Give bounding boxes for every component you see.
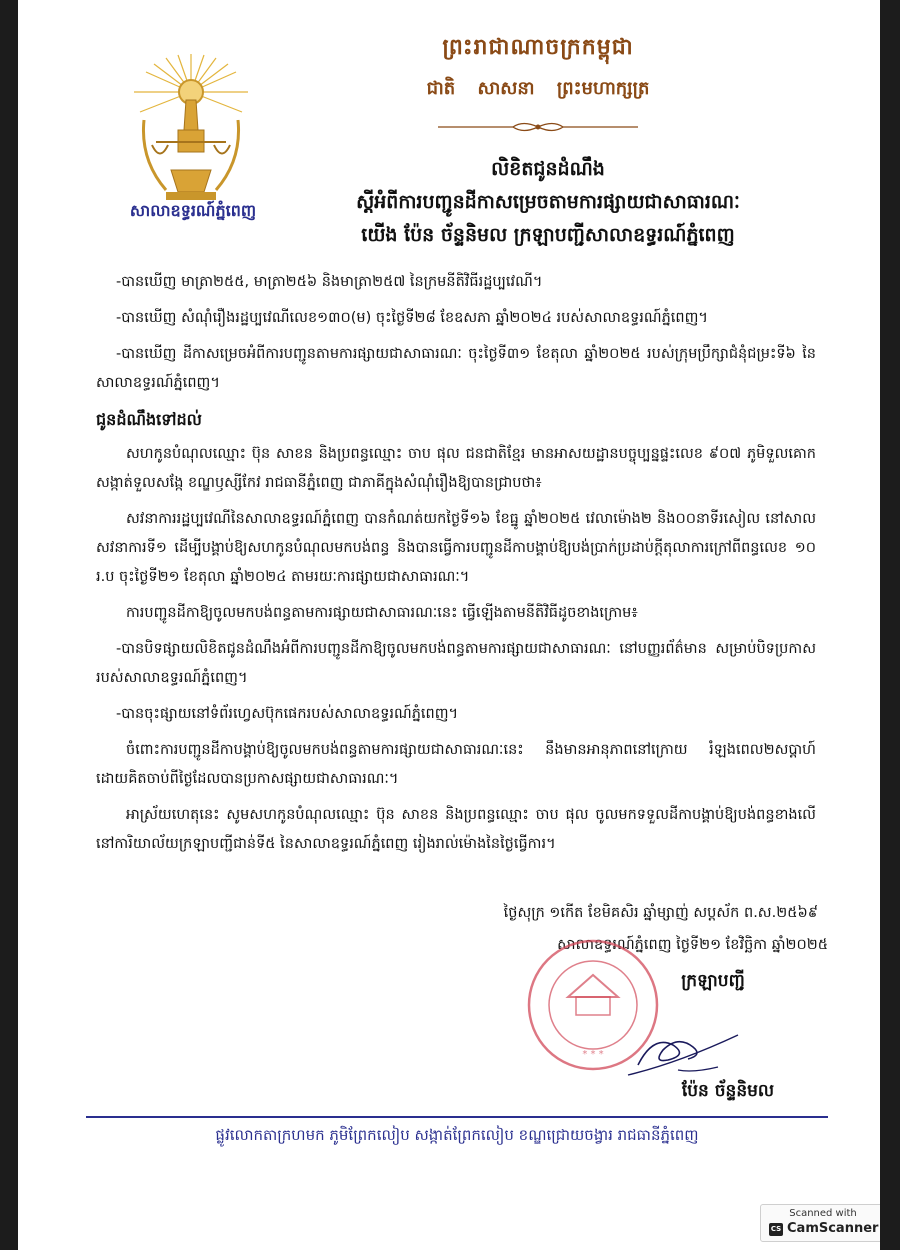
paragraph-8: -បានចុះផ្សាយនៅទំព័រហ្វេសប៊ុកផេករបស់សាលាឧទ្ធរណ៍ភ្នំពេញ។ <box>116 706 459 722</box>
document-body <box>96 268 816 866</box>
camscanner-watermark <box>760 1204 880 1242</box>
document-title <box>268 153 828 252</box>
title-line-3: យើង ប៉ែន ច័ន្ទនិមល ក្រឡាបញ្ជីសាលាឧទ្ធរណ៍ភ្នំពេញ <box>361 224 735 246</box>
paragraph-5: សវនាការរដ្ឋប្បវេណីនៃសាលាឧទ្ធរណ៍ភ្នំពេញ បានកំណត់យកថ្ងៃទី១៦ ខែធ្នូ ឆ្នាំ២០២៥ វេលាម៉ោង២ និង០០នាទីរសៀល នៅសាលសវនាការទី១ ដើម្បីបង្គាប់ឱ្យសហកូនបំណុលមកបង់ពន្ធ និងបានធ្វើការបញ្ជូនដីកាបង្គាប់ឱ្យបង់ប្រាក់ប្រដាប់ក្តីតុលាការក្រៅពីពន្ធលេខ ១០ រ.ប ចុះថ្ងៃទី២១ ខែតុលា ឆ្នាំ២០២៤ តាមរយៈការផ្សាយជាសាធារណៈ។ <box>96 511 816 585</box>
footer-divider <box>86 1116 828 1118</box>
court-name: សាលាឧទ្ធរណ៍ភ្នំពេញ <box>129 201 257 220</box>
paragraph-10: អាស្រ័យហេតុនេះ សូមសហកូនបំណុលឈ្មោះ ប៊ុន សាខន និងប្រពន្ធឈ្មោះ ចាប ផុល ចូលមកទទួលដីកាបង្គាប់ឱ្យបង់ពន្ធខាងលើ នៅការិយាល័យក្រឡាបញ្ជីជាន់ទី៥ នៃសាលាឧទ្ធរណ៍ភ្នំពេញ រៀងរាល់ម៉ោងនៃថ្ងៃធ្វើការ។ <box>96 807 816 852</box>
header-ornament <box>408 120 668 134</box>
handwritten-signature <box>618 1015 748 1085</box>
title-line-1: លិខិតជូនដំណឹង <box>491 158 605 180</box>
title-line-2: ស្តីអំពីការបញ្ជូនដីកាសម្រេចតាមការផ្សាយជាសាធារណៈ <box>356 191 740 213</box>
notice-heading: ជូនដំណឹងទៅដល់ <box>96 410 202 429</box>
camscanner-brand: CamScanner <box>787 1221 879 1236</box>
svg-text:* * *: * * * <box>582 1049 604 1060</box>
lunar-date: ថ្ងៃសុក្រ ១កើត ខែមិគសិរ ឆ្នាំម្សាញ់ សប្តស័ក ព.ស.២៥៦៩ <box>503 905 818 921</box>
camscanner-caption: Scanned with <box>789 1208 857 1219</box>
footer-address: ផ្លូវលោកតាក្រហមក ភូមិព្រែកលៀប សង្កាត់ព្រែកលៀប ខណ្ឌជ្រោយចង្វារ រាជធានីភ្នំពេញ <box>215 1126 699 1144</box>
paragraph-4: សហកូនបំណុលឈ្មោះ ប៊ុន សាខន និងប្រពន្ធឈ្មោះ ចាប ផុល ជនជាតិខ្មែរ មានអាសយដ្ឋានបច្ចុប្បន្នផ្ទះលេខ ៩០៧ ភូមិទួលគោក សង្កាត់ទួលសង្កែ ខណ្ឌឫស្សីកែវ រាជធានីភ្នំពេញ ជាភាគីក្នុងសំណុំរឿងឱ្យបានជ្រាបថា៖ <box>96 446 816 491</box>
paragraph-2: -បានឃើញ សំណុំរឿងរដ្ឋប្បវេណីលេខ១៣០(ម) ចុះថ្ងៃទី២៨ ខែឧសភា ឆ្នាំ២០២៤ របស់សាលាឧទ្ធរណ៍ភ្នំពេញ។ <box>116 310 708 326</box>
signer-name: ប៉ែន ច័ន្ទនិមល <box>681 1081 775 1101</box>
kingdom-heading: ព្រះរាជាណាចក្រកម្ពុជា <box>442 35 634 60</box>
court-emblem-logo <box>126 50 256 210</box>
paragraph-3: -បានឃើញ ដីកាសម្រេចអំពីការបញ្ជូនតាមការផ្សាយជាសាធារណៈ ចុះថ្ងៃទី៣១ ខែតុលា ឆ្នាំ២០២៥ របស់ក្រុមប្រឹក្សាជំនុំជម្រះទី៦ នៃសាលាឧទ្ធរណ៍ភ្នំពេញ។ <box>96 346 816 391</box>
paragraph-7: -បានបិទផ្សាយលិខិតជូនដំណឹងអំពីការបញ្ជូនដីកាឱ្យចូលមកបង់ពន្ធតាមការផ្សាយជាសាធារណៈ នៅបញ្ញរព័ត៌មាន សម្រាប់បិទប្រកាសរបស់សាលាឧទ្ធរណ៍ភ្នំពេញ។ <box>96 641 816 686</box>
camscanner-logo-icon: CS <box>769 1223 783 1236</box>
paragraph-1: -បានឃើញ មាត្រា២៥៥, មាត្រា២៥៦ និងមាត្រា២៥៧ នៃក្រមនីតិវិធីរដ្ឋប្បវេណី។ <box>116 274 543 290</box>
national-motto: ជាតិ សាសនា ព្រះមហាក្សត្រ <box>426 78 650 99</box>
signer-title: ក្រឡាបញ្ជី <box>681 971 745 991</box>
paragraph-6: ការបញ្ជូនដីកាឱ្យចូលមកបង់ពន្ធតាមការផ្សាយជាសាធារណៈនេះ ធ្វើឡើងតាមនីតិវិធីដូចខាងក្រោម៖ <box>126 605 638 621</box>
paragraph-9: ចំពោះការបញ្ជូនដីកាបង្គាប់ឱ្យចូលមកបង់ពន្ធតាមការផ្សាយជាសាធារណៈនេះ នឹងមានអានុភាពនៅក្រោយ រំឡងពេល២សប្តាហ៍ ដោយគិតចាប់ពីថ្ងៃដែលបានប្រកាសផ្សាយជាសាធារណៈ។ <box>96 742 816 787</box>
document-page <box>18 0 880 1250</box>
solar-date: សាលាឧទ្ធរណ៍ភ្នំពេញ ថ្ងៃទី២១ ខែវិច្ឆិកា ឆ្នាំ២០២៥ <box>557 937 828 953</box>
